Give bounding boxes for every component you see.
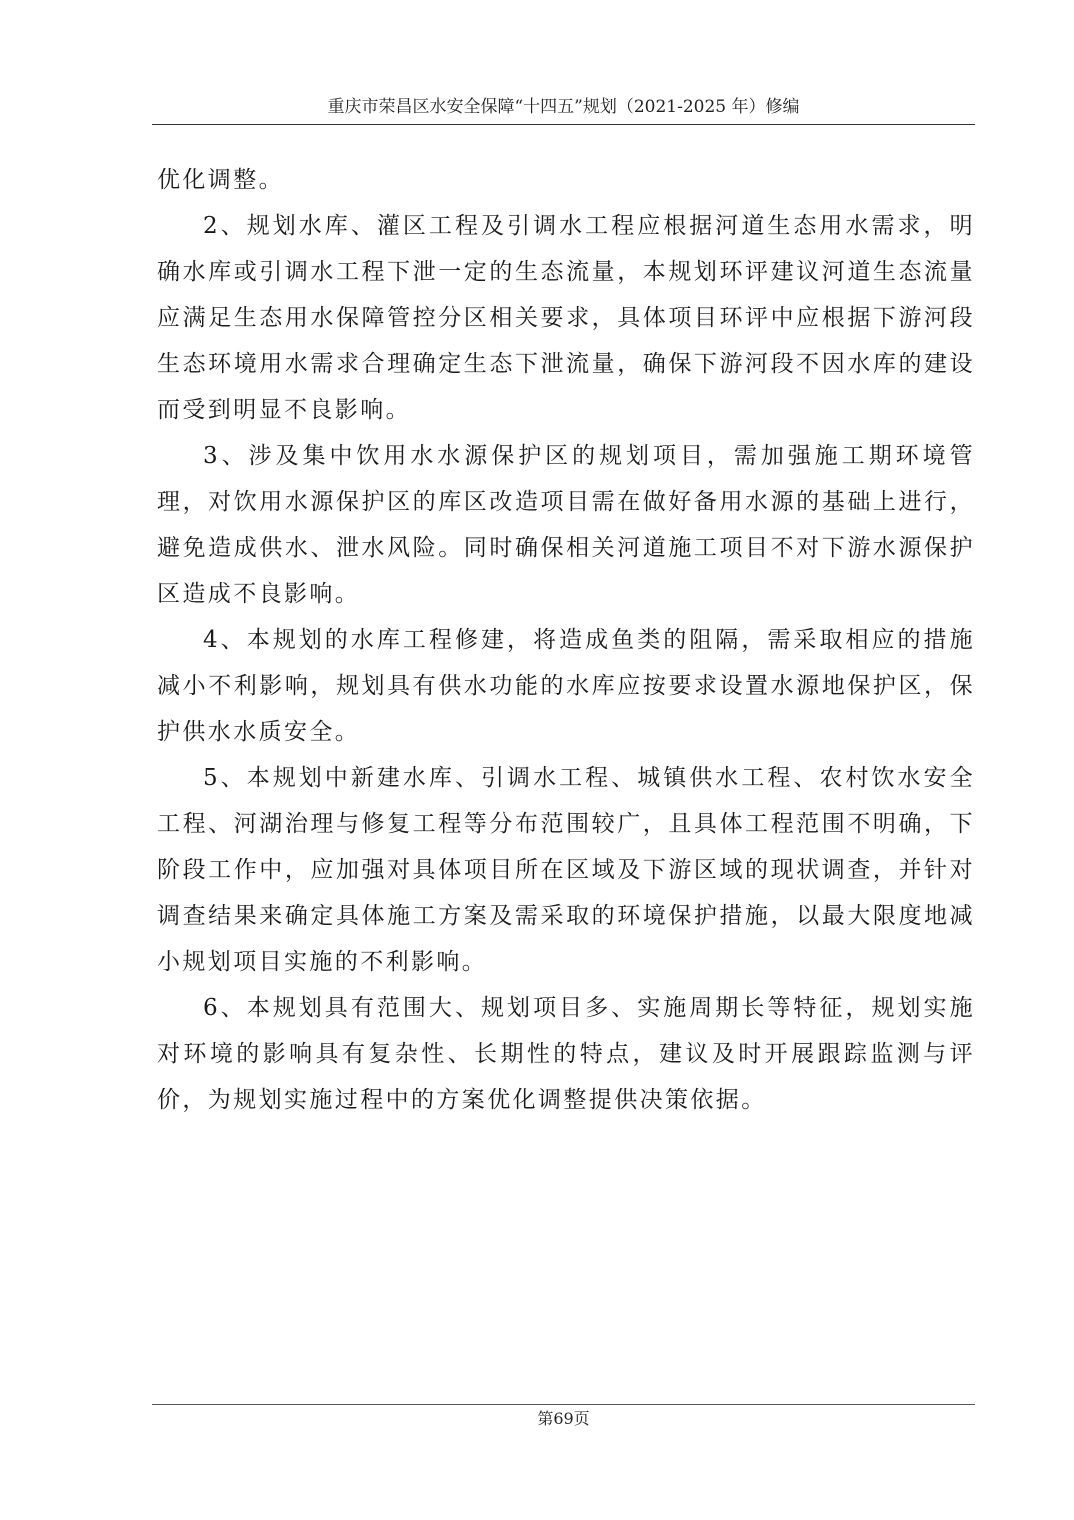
page-header-title: 重庆市荣昌区水安全保障“十四五”规划（2021-2025 年）修编 [327, 97, 800, 117]
document-body [157, 157, 975, 1123]
header-divider [152, 124, 975, 125]
paragraph-item-2: 2、规划水库、灌区工程及引调水工程应根据河道生态用水需求，明确水库或引调水工程下泄一定的生态流量，本规划环评建议河道生态流量应满足生态用水保障管控分区相关要求，具体项目环评中应根据下游河段生态环境用水需求合理确定生态下泄流量，确保下游河段不因水库的建设而受到明显不良影响。 [157, 213, 975, 423]
footer-divider [152, 1404, 975, 1405]
page-number: 第69页 [537, 1409, 590, 1428]
paragraph-item-3: 3、涉及集中饮用水水源保护区的规划项目，需加强施工期环境管理，对饮用水源保护区的库区改造项目需在做好备用水源的基础上进行，避免造成供水、泄水风险。同时确保相关河道施工项目不对下游水源保护区造成不良影响。 [157, 443, 975, 607]
paragraph-continuation: 优化调整。 [157, 167, 284, 193]
paragraph-item-6: 6、本规划具有范围大、规划项目多、实施周期长等特征，规划实施对环境的影响具有复杂性、长期性的特点，建议及时开展跟踪监测与评价，为规划实施过程中的方案优化调整提供决策依据。 [157, 995, 975, 1113]
paragraph-item-5: 5、本规划中新建水库、引调水工程、城镇供水工程、农村饮水安全工程、河湖治理与修复工程等分布范围较广，且具体工程范围不明确，下阶段工作中，应加强对具体项目所在区域及下游区域的现状调查，并针对调查结果来确定具体施工方案及需采取的环境保护措施，以最大限度地减小规划项目实施的不利影响。 [157, 765, 975, 975]
paragraph-item-4: 4、本规划的水库工程修建，将造成鱼类的阻隔，需采取相应的措施减小不利影响，规划具有供水功能的水库应按要求设置水源地保护区，保护供水水质安全。 [157, 627, 975, 745]
